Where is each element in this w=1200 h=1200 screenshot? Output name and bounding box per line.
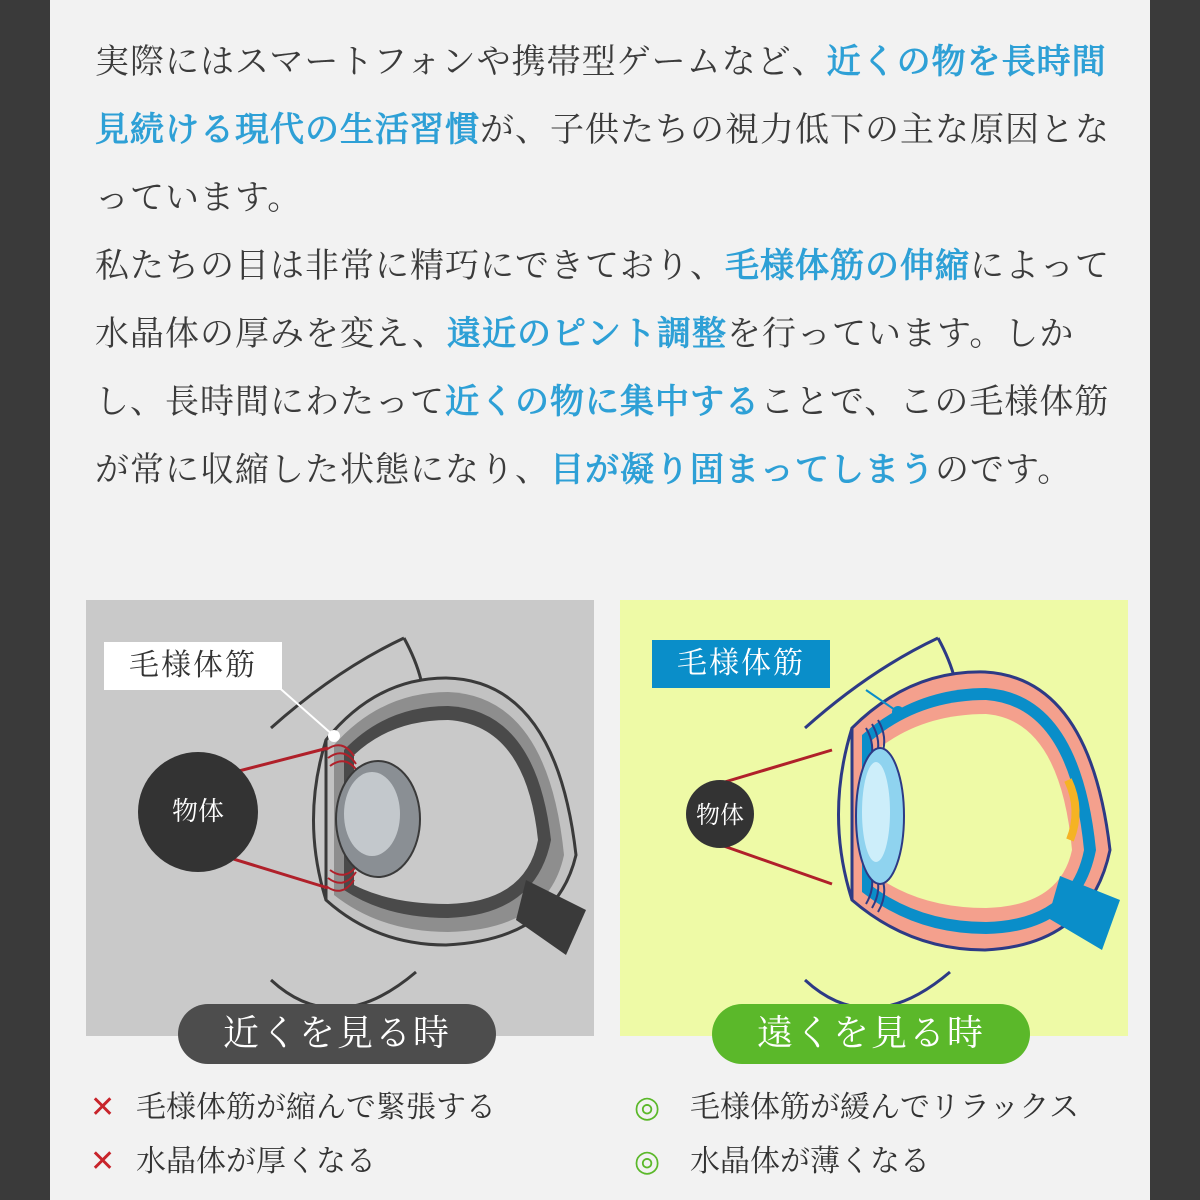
cross-mark-icon: ✕ xyxy=(90,1144,116,1179)
body-text: 実際にはスマートフォンや携帯型ゲームなど、 xyxy=(95,42,827,82)
near-ciliary-label: 毛様体筋 xyxy=(129,648,257,683)
far-object-label: 物体 xyxy=(696,801,744,829)
near-object-label: 物体 xyxy=(171,797,224,827)
highlight-text: 毛様体筋の伸縮 xyxy=(725,246,970,286)
near-bullet-2: 水晶体が厚くなる xyxy=(136,1144,376,1179)
body-text: を行っています。しかし、長時間にわたって xyxy=(95,314,1075,422)
explanation-paragraph xyxy=(95,28,1115,504)
far-ciliary-label: 毛様体筋 xyxy=(677,646,805,681)
far-label-box xyxy=(652,640,830,688)
far-bullet-2: 水晶体が薄くなる xyxy=(690,1144,930,1179)
far-title-pill: 遠くを見る時 xyxy=(712,1004,1030,1064)
body-text: 私たちの目は非常に精巧にできており、 xyxy=(95,246,725,286)
near-vision-panel xyxy=(86,600,594,1036)
content-sheet xyxy=(50,0,1150,1200)
body-text: のです。 xyxy=(935,450,1073,490)
near-label-box xyxy=(104,642,282,690)
highlight-text: 遠近のピント調整 xyxy=(447,314,728,354)
body-text: ことで、この毛様体筋が常に収縮した状態になり、 xyxy=(95,382,1110,490)
near-title-pill: 近くを見る時 xyxy=(178,1004,496,1064)
highlight-text: 目が凝り固まってしまう xyxy=(550,450,935,490)
highlight-text: 近くの物を長時間見続ける現代の生活習慣 xyxy=(95,42,1107,150)
far-bullet-1: 毛様体筋が緩んでリラックス xyxy=(690,1090,1080,1125)
far-vision-panel xyxy=(620,600,1128,1036)
double-circle-icon: ◎ xyxy=(634,1090,661,1125)
cross-mark-icon: ✕ xyxy=(90,1090,116,1125)
body-text: が、子供たちの視力低下の主な原因となっています。 xyxy=(95,110,1110,218)
highlight-text: 近くの物に集中する xyxy=(445,382,760,422)
near-bullet-1: 毛様体筋が縮んで緊張する xyxy=(136,1090,496,1125)
body-text: によって水晶体の厚みを変え、 xyxy=(95,246,1110,354)
double-circle-icon: ◎ xyxy=(634,1144,661,1179)
